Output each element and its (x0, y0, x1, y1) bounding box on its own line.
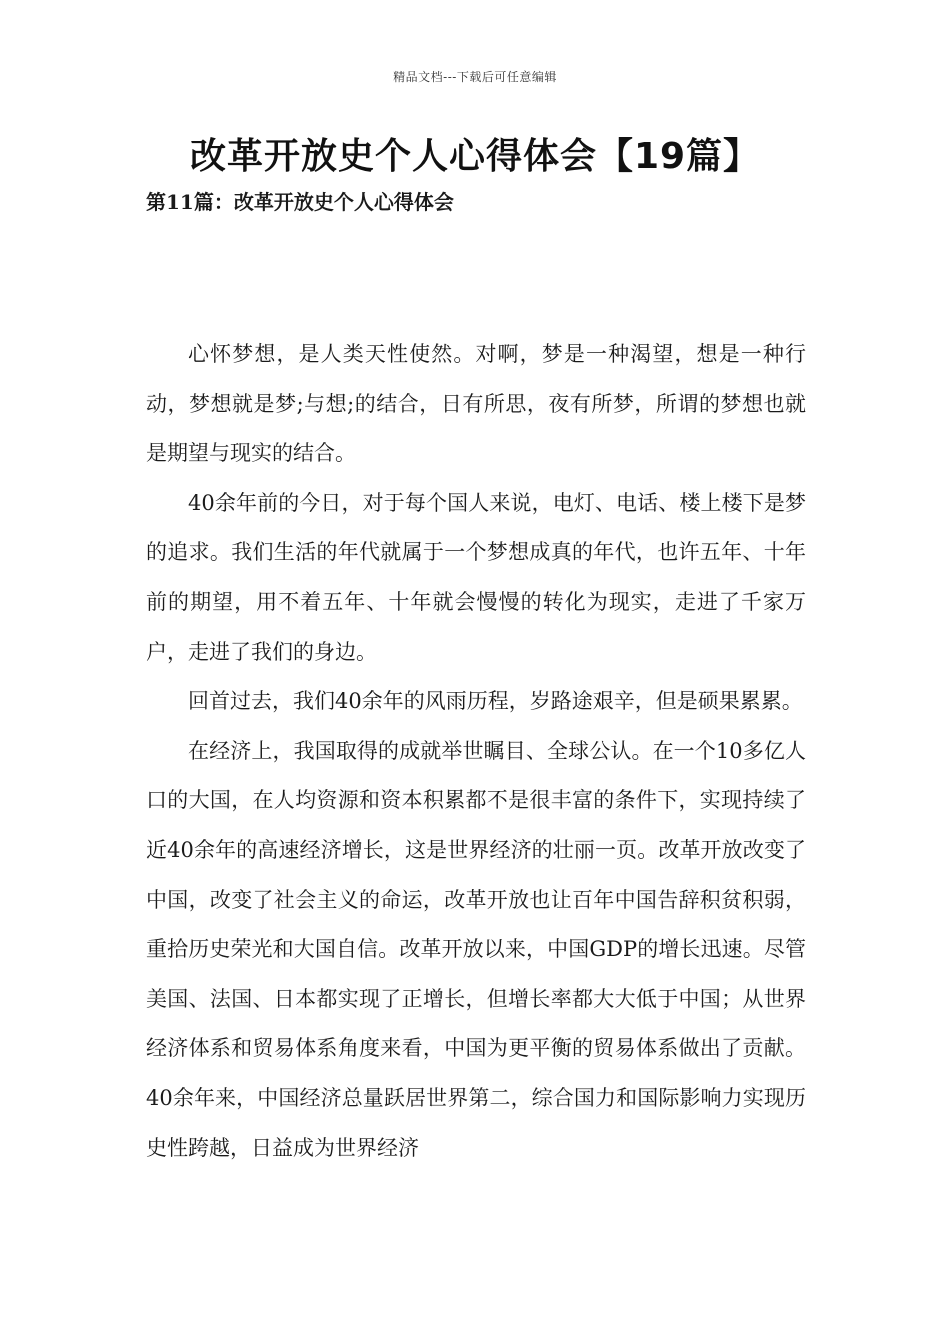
document-subtitle: 第11篇：改革开放史个人心得体会 (146, 190, 454, 214)
document-body (146, 330, 806, 1173)
paragraph: 40余年前的今日，对于每个国人来说，电灯、电话、楼上楼下是梦的追求。我们生活的年代就属于一个梦想成真的年代，也许五年、十年前的期望，用不着五年、十年就会慢慢的转化为现实，走进了千家万户，走进了我们的身边。 (146, 490, 806, 664)
paragraph: 回首过去，我们40余年的风雨历程，岁路途艰辛，但是硕果累累。 (188, 689, 803, 714)
paragraph: 在经济上，我国取得的成就举世瞩目、全球公认。在一个10多亿人口的大国，在人均资源和资本积累都不是很丰富的条件下，实现持续了近40余年的高速经济增长，这是世界经济的壮丽一页。改革开放改变了中国，改变了社会主义的命运，改革开放也让百年中国告辞积贫积弱，重拾历史荣光和大国自信。改革开放以来，中国GDP的增长迅速。尽管美国、法国、日本都实现了正增长，但增长率都大大低于中国；从世界经济体系和贸易体系角度来看，中国为更平衡的贸易体系做出了贡献。40余年来，中国经济总量跃居世界第二，综合国力和国际影响力实现历史性跨越，日益成为世界经济 (146, 738, 806, 1160)
document-title: 改革开放史个人心得体会【19篇】 (189, 136, 761, 177)
paragraph: 心怀梦想，是人类天性使然。对啊，梦是一种渴望，想是一种行动，梦想就是梦;与想;的结合，日有所思，夜有所梦，所谓的梦想也就是期望与现实的结合。 (146, 342, 806, 466)
header-note: 精品文档---下载后可任意编辑 (393, 70, 557, 84)
